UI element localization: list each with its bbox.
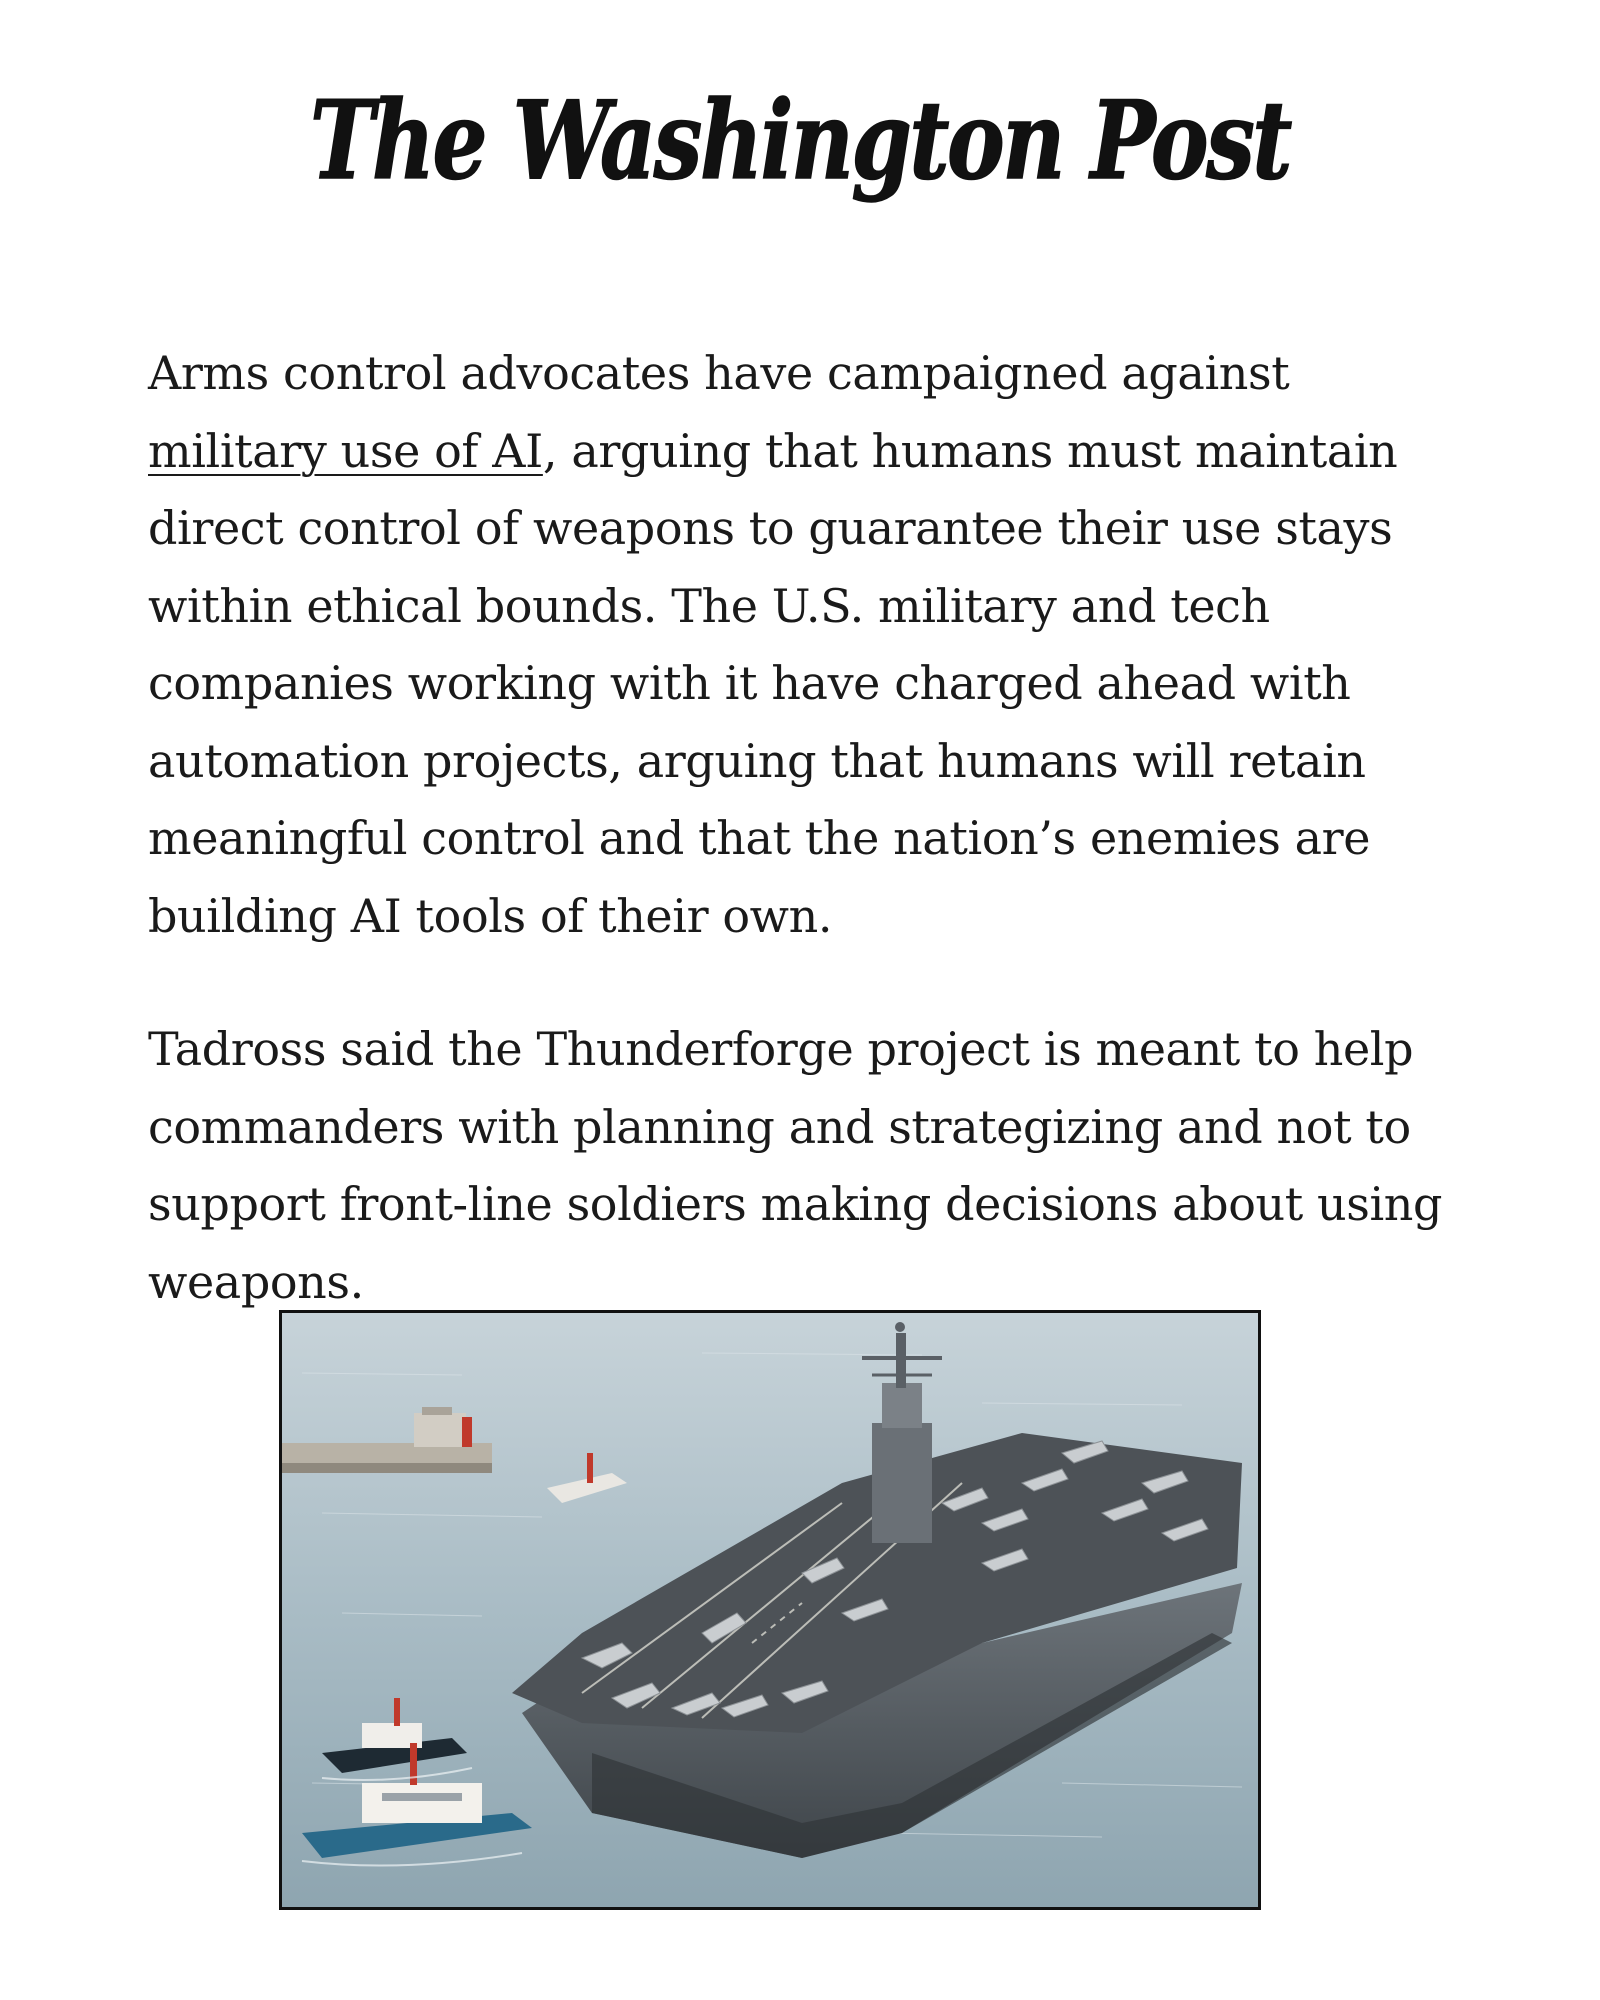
aircraft-carrier-photo: [282, 1313, 1258, 1907]
article-paragraph-2: Tadross said the Thunderforge project is meant to help commanders with planning and strategizing and not to support front-line soldiers making decisions about using weapons.: [148, 1022, 1443, 1309]
masthead: [0, 50, 1600, 250]
article-photo: [279, 1310, 1261, 1910]
article-paragraph-1: [148, 335, 1468, 955]
masthead-title: The Washington Post: [310, 78, 1292, 204]
article-body: [148, 335, 1468, 1321]
washington-post-logo[interactable]: [290, 50, 1310, 250]
paragraph-1-lead: Arms control advocates have campaigned against: [148, 346, 1290, 400]
paragraph-1-rest: , arguing that humans must maintain direct control of weapons to guarantee their use stays within ethical bounds. The U.S. military and tech companies working with it have charged ahead with automation projects, arguing that humans will retain meaningful control and that the nation’s enemies are building AI tools of their own.: [148, 423, 1398, 943]
military-use-of-ai-link[interactable]: military use of AI: [148, 423, 543, 478]
